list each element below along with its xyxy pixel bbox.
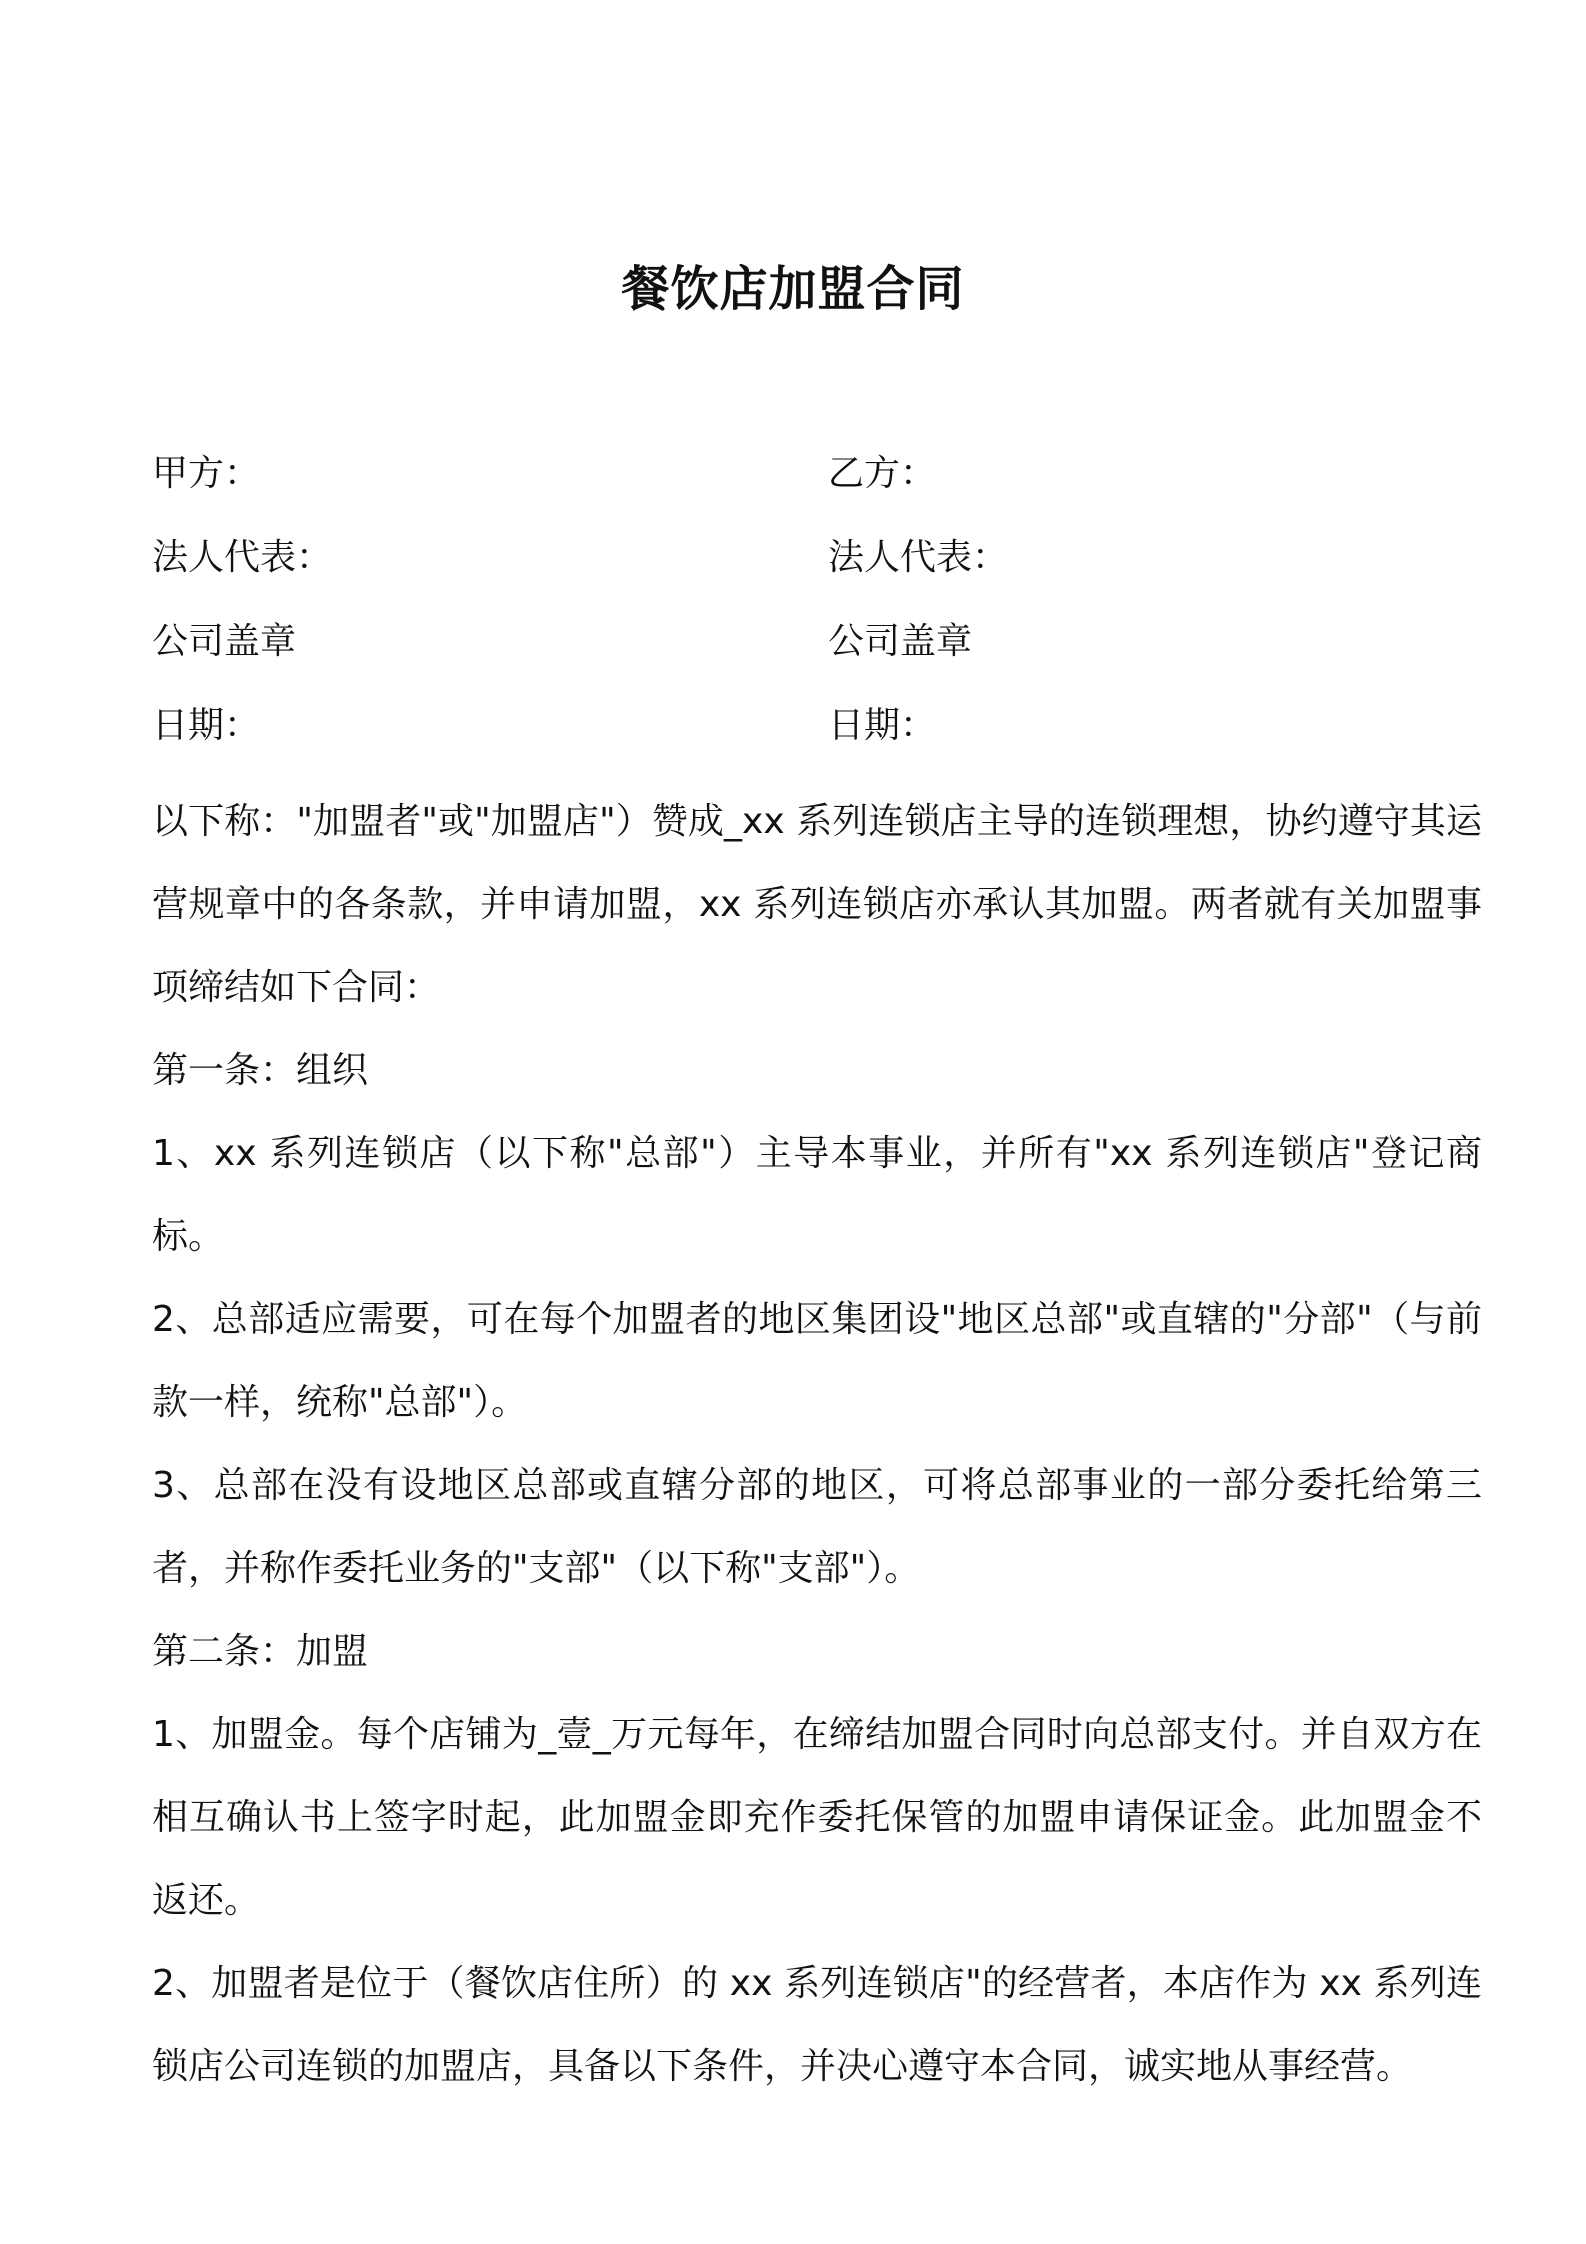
party-row-legal-rep [152, 529, 1472, 587]
party-b-label: 乙方： [828, 453, 937, 494]
party-b-date-label: 日期： [828, 705, 937, 746]
preamble-paragraph: 以下称："加盟者"或"加盟店"）赞成_xx 系列连锁店主导的连锁理想，协约遵守其运营规章中的各条款，并申请加盟，xx 系列连锁店亦承认其加盟。两者就有关加盟事项缔结如下合同： [152, 801, 1482, 1008]
party-row-date [152, 697, 1472, 755]
article-1-clause-1: 1、xx 系列连锁店（以下称"总部"）主导本事业，并所有"xx 系列连锁店"登记商标。 [152, 1133, 1482, 1257]
party-row-seal [152, 613, 1472, 671]
article-2-clause-1: 1、加盟金。每个店铺为_壹_万元每年，在缔结加盟合同时向总部支付。并自双方在相互确认书上签字时起，此加盟金即充作委托保管的加盟申请保证金。此加盟金不返还。 [152, 1714, 1482, 1921]
contract-body [152, 780, 1482, 2108]
party-b-seal-label: 公司盖章 [828, 621, 973, 662]
party-a-legal-rep-label: 法人代表： [152, 537, 333, 578]
article-2-clause-2: 2、加盟者是位于（餐饮店住所）的 xx 系列连锁店"的经营者，本店作为 xx 系列连锁店公司连锁的加盟店，具备以下条件，并决心遵守本合同，诚实地从事经营。 [152, 1963, 1482, 2087]
article-1-clause-3: 3、总部在没有设地区总部或直辖分部的地区，可将总部事业的一部分委托给第三者，并称作委托业务的"支部"（以下称"支部"）。 [152, 1465, 1482, 1589]
article-1-clause-2: 2、总部适应需要，可在每个加盟者的地区集团设"地区总部"或直辖的"分部"（与前款一样，统称"总部"）。 [152, 1299, 1482, 1423]
party-a-seal-label: 公司盖章 [152, 621, 297, 662]
party-a-date-label: 日期： [152, 705, 261, 746]
article-1-heading: 第一条：组织 [152, 1050, 369, 1091]
party-a-label: 甲方： [152, 453, 261, 494]
party-row-party [152, 445, 1472, 503]
party-b-legal-rep-label: 法人代表： [828, 537, 1009, 578]
document-title: 餐饮店加盟合同 [621, 261, 965, 317]
article-2-heading: 第二条：加盟 [152, 1631, 369, 1672]
